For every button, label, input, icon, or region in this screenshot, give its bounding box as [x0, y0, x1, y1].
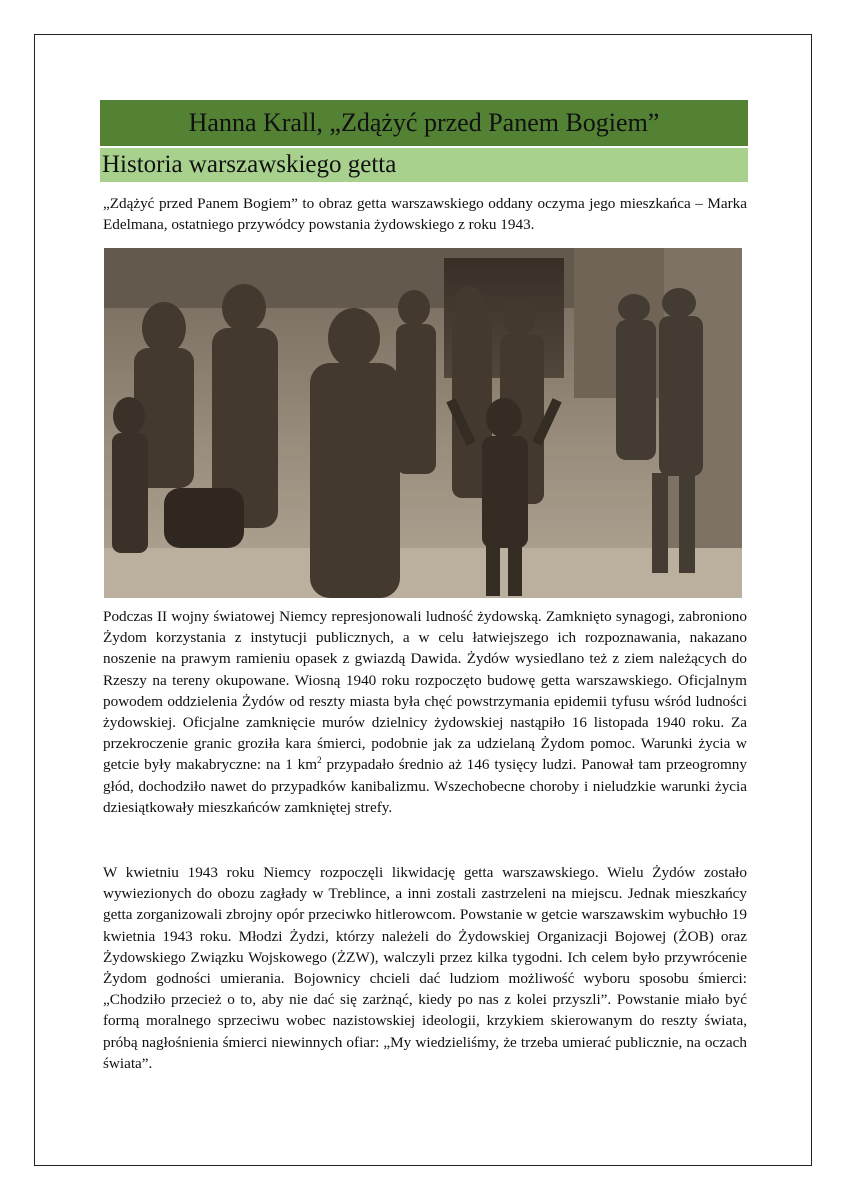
historical-photograph — [104, 248, 742, 598]
document-title-text: Hanna Krall, „Zdążyć przed Panem Bogiem” — [188, 108, 660, 137]
intro-paragraph: „Zdążyć przed Panem Bogiem” to obraz getta warszawskiego oddany oczyma jego mieszkańca – Marka Edelmana, ostatniego przywódcy powstania żydowskiego z roku 1943. — [103, 195, 747, 233]
superscript-2: 2 — [317, 755, 322, 766]
section-heading-text: Historia warszawskiego getta — [102, 151, 397, 178]
body-paragraph-1 — [103, 606, 747, 818]
body-paragraph-1-part-a: Podczas II wojny światowej Niemcy represjonowali ludność żydowską. Zamknięto synagogi, zabroniono Żydom korzystania z instytucji publicznych, a w celu łatwiejszego ich rozpoznawania, nakazano noszenie na prawym ramieniu opasek z gwiazdą Dawida. Żydów wysiedlano też z ziem należących do Rzeszy na tereny okupowane. Wiosną 1940 roku rozpoczęto budowę getta warszawskiego. Oficjalnym powodem oddzielenia Żydów od reszty miasta była chęć powstrzymania epidemii tyfusu wśród ludności żydowskiej. Oficjalne zamknięcie murów dzielnicy żydowskiej nastąpiło 16 listopada 1940 roku. Za przekroczenie granic groziła kara śmierci, podobnie jak za udzielaną Żydom pomoc. Warunki życia w getcie były makabryczne: na 1 km — [103, 608, 747, 774]
photograph-illustration — [104, 248, 742, 598]
document-title — [100, 100, 748, 146]
body-paragraph-2: W kwietniu 1943 roku Niemcy rozpoczęli likwidację getta warszawskiego. Wielu Żydów zostało wywiezionych do obozu zagłady w Treblince, a inni zostali zastrzeleni na miejscu. Jednak mieszkańcy getta zorganizowali zbrojny opór przeciwko hitlerowcom. Powstanie w getcie warszawskim wybuchło 19 kwietnia 1943 roku. Młodzi Żydzi, którzy należeli do Żydowskiej Organizacji Bojowej (ŻOB) oraz Żydowskiego Związku Wojskowego (ŻZW), walczyli przez kilka tygodni. Ich celem było przywrócenie Żydom godności umierania. Bojownicy chcieli dać ludziom możliwość wyboru sposobu śmierci: „Chodziło przecież o to, aby nie dać się zarżnąć, kiedy po nas z kolei przyszli”. Powstanie miało być formą moralnego sprzeciwu wobec nazistowskiej ideologii, krzykiem skierowanym do reszty świata, próbą nagłośnienia śmierci niewinnych ofiar: „My wiedzieliśmy, że trzeba umierać publicznie, na oczach świata”. — [103, 864, 747, 1072]
section-heading — [100, 148, 748, 182]
body-paragraph-1-part-b: przypadało średnio aż 146 tysięcy ludzi. Panował tam przeogromny głód, dochodziło nawet do przypadków kanibalizmu. Wszechobecne choroby i nieludzkie warunki życia dziesiątkowały mieszkańców zamkniętej strefy. — [103, 756, 747, 816]
